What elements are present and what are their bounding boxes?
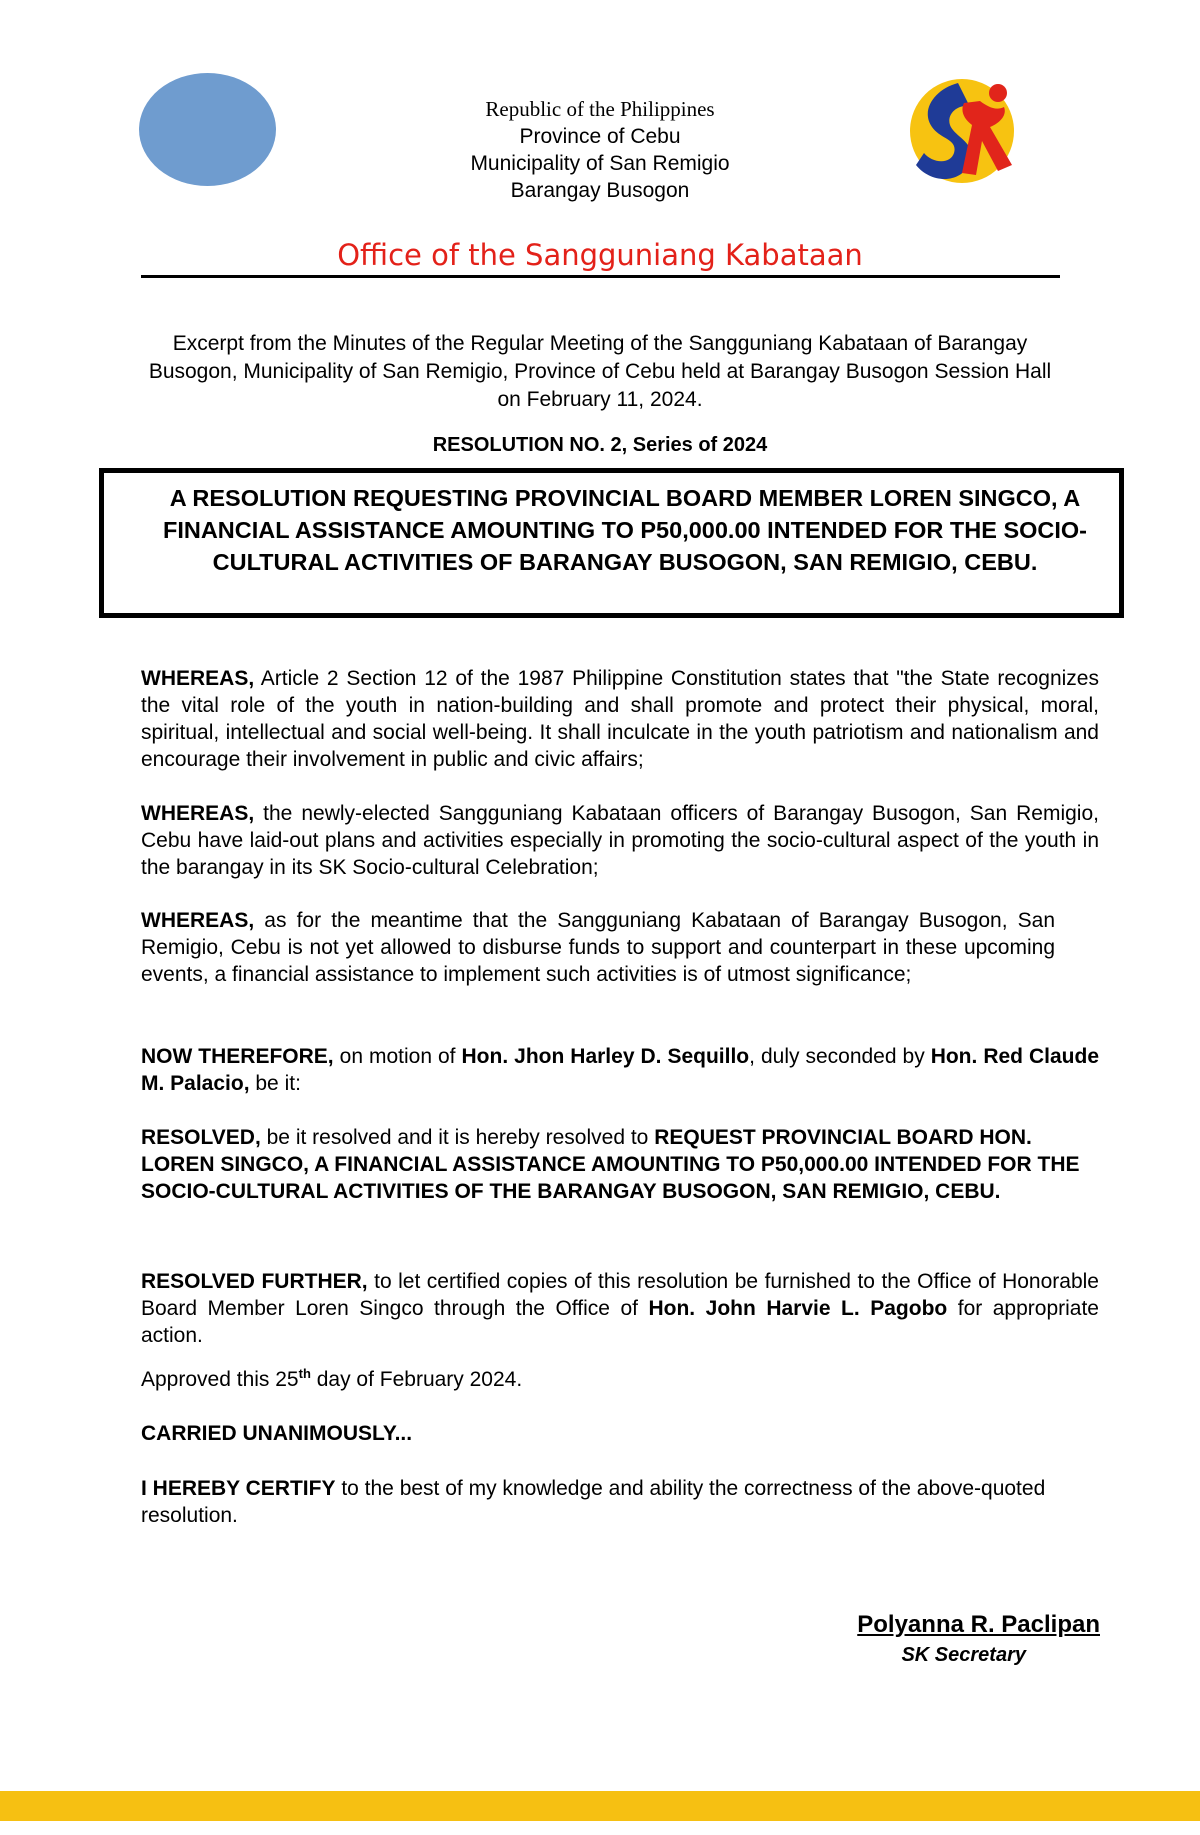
whereas-clause-2 <box>141 800 1099 881</box>
approval-text-2: day of February 2024. <box>310 1368 523 1391</box>
now-therefore-lead: NOW THEREFORE, <box>141 1045 334 1068</box>
signatory-name: Polyanna R. Paclipan <box>857 1611 1100 1638</box>
certify-lead: I HEREBY CERTIFY <box>141 1477 336 1500</box>
carried-text: CARRIED UNANIMOUSLY... <box>141 1422 413 1445</box>
whereas-lead: WHEREAS, <box>141 802 255 825</box>
signatory-title: SK Secretary <box>901 1644 1026 1666</box>
official-name: Hon. John Harvie L. Pagobo <box>648 1297 948 1320</box>
office-title: Office of the Sangguniang Kabataan <box>337 238 863 272</box>
resolved-further-lead: RESOLVED FURTHER, <box>141 1270 368 1293</box>
whereas-text: as for the meantime that the Sangguniang Kabataan of Barangay Busogon, San Remigio, Cebu is not yet allowed to disburse funds to support and counterpart in these upcoming events, a financial assistance to implement such activities is of utmost significance; <box>141 909 1055 986</box>
sk-logo <box>880 55 1030 205</box>
now-therefore-text-2: , duly seconded by <box>749 1045 931 1068</box>
whereas-lead: WHEREAS, <box>141 667 255 690</box>
footer-bar <box>0 1791 1200 1821</box>
minutes-excerpt: Excerpt from the Minutes of the Regular Meeting of the Sangguniang Kabataan of Barangay Busogon, Municipality of San Remigio, Province of Cebu held at Barangay Busogon Session Hall on February 11, 2024. <box>148 332 1052 411</box>
resolved-lead: RESOLVED, <box>141 1126 261 1149</box>
certify-text: to the best of my knowledge and ability the correctness of the above-quoted resolution. <box>141 1477 1046 1527</box>
resolved-clause <box>141 1124 1099 1205</box>
certification <box>141 1475 1099 1529</box>
header-barangay: Barangay Busogon <box>510 179 690 202</box>
mover-name: Hon. Jhon Harley D. Sequillo <box>461 1045 750 1068</box>
whereas-text: Article 2 Section 12 of the 1987 Philippine Constitution states that "the State recognizes the vital role of the youth in nation-building and shall promote and protect their physical, moral, spiritual, intellectual and social well-being. It shall inculcate in the youth patriotism and nationalism and encourage their involvement in public and civic affairs; <box>141 667 1099 771</box>
whereas-clause-1 <box>141 665 1099 773</box>
seconder-name: Hon. Red Claude M. Palacio, <box>141 1045 1099 1095</box>
resolved-text-1: be it resolved and it is hereby resolved to <box>260 1126 655 1149</box>
resolved-request: REQUEST PROVINCIAL BOARD HON. LOREN SINGCO, A FINANCIAL ASSISTANCE AMOUNTING TO P50,000.00 INTENDED FOR THE SOCIO-CULTURAL ACTIVITIES OF THE BARANGAY BUSOGON, SAN REMIGIO, CEBU. <box>141 1126 1080 1203</box>
whereas-lead: WHEREAS, <box>141 909 255 932</box>
resolved-further-text-2: for appropriate action. <box>141 1297 1099 1347</box>
approval-date <box>141 1366 1099 1393</box>
now-therefore-text-1: on motion of <box>333 1045 462 1068</box>
sk-logo-red-head <box>989 84 1007 102</box>
barangay-seal-placeholder <box>139 73 276 186</box>
approval-ordinal: th <box>298 1366 311 1381</box>
approval-text-1: Approved this 25 <box>141 1368 299 1391</box>
now-therefore-clause <box>141 1043 1099 1097</box>
header-municipality: Municipality of San Remigio <box>470 152 730 175</box>
resolution-title: A RESOLUTION REQUESTING PROVINCIAL BOARD MEMBER LOREN SINGCO, A FINANCIAL ASSISTANCE AMOUNTING TO P50,000.00 INTENDED FOR THE SOCIO-CULTURAL ACTIVITIES OF BARANGAY BUSOGON, SAN REMIGIO, CEBU. <box>162 485 1088 575</box>
whereas-clause-3 <box>141 907 1055 988</box>
header-divider <box>141 275 1060 278</box>
resolution-number: RESOLUTION NO. 2, Series of 2024 <box>432 434 768 456</box>
carried-statement <box>141 1420 1099 1447</box>
header-republic: Republic of the Philippines <box>485 97 715 121</box>
whereas-text: the newly-elected Sangguniang Kabataan officers of Barangay Busogon, San Remigio, Cebu have laid-out plans and activities especially in promoting the socio-cultural aspect of the youth in the barangay in its SK Socio-cultural Celebration; <box>141 802 1099 879</box>
now-therefore-text-3: be it: <box>249 1072 301 1095</box>
letterhead <box>300 96 900 204</box>
header-province: Province of Cebu <box>519 125 681 148</box>
resolved-further-text-1: to let certified copies of this resolution be furnished to the Office of Honorable Board Member Loren Singco through the Office of <box>141 1270 1099 1320</box>
resolved-further-clause <box>141 1268 1099 1349</box>
